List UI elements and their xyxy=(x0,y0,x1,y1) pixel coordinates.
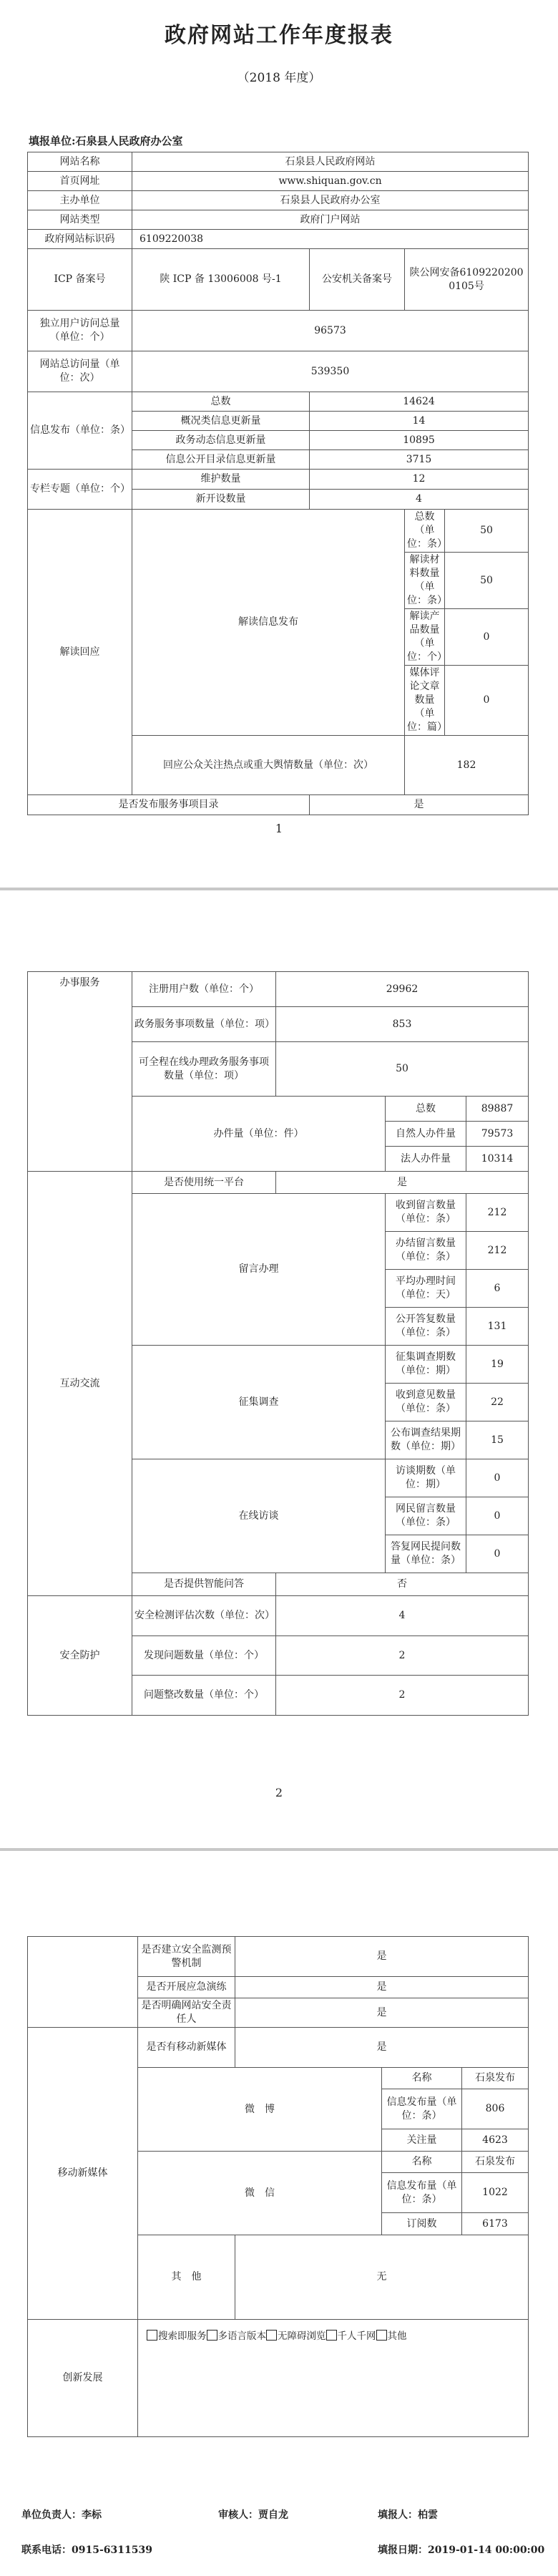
cell-value: 是 xyxy=(235,1998,529,2028)
cell-label: 总数（单位：条） xyxy=(405,510,445,553)
cell-label: 专栏专题（单位：个） xyxy=(28,470,132,510)
cell-value: 4623 xyxy=(462,2129,529,2152)
cell-label: 安全防护 xyxy=(28,1596,132,1716)
footer-reviewer: 审核人：贾自龙 xyxy=(218,2509,288,2521)
innovation-option[interactable]: 千人千网 xyxy=(326,2330,376,2342)
checkbox[interactable] xyxy=(147,2330,157,2341)
cell-label: 创新发展 xyxy=(28,2320,138,2437)
cell-value: 0 xyxy=(466,1459,529,1497)
cell-value: 0 xyxy=(445,666,529,736)
innovation-option[interactable]: 无障碍浏览 xyxy=(266,2330,326,2342)
cell-label: 首页网址 xyxy=(28,172,132,191)
cell-label: 安全检测评估次数（单位：次） xyxy=(132,1596,276,1636)
cell-value: 89887 xyxy=(466,1097,529,1122)
cell-value: 2 xyxy=(276,1636,529,1676)
cell-label: 订阅数 xyxy=(382,2213,462,2235)
cell-value: 29962 xyxy=(276,972,529,1007)
table-row xyxy=(28,1172,529,1194)
cell-label: 是否发布服务事项目录 xyxy=(28,795,310,815)
cell-label: 名称 xyxy=(382,2068,462,2089)
cell-label: ICP 备案号 xyxy=(28,249,132,311)
footer-leader: 单位负责人：李标 xyxy=(21,2509,102,2521)
cell-value: 806 xyxy=(462,2089,529,2129)
cell-label: 维护数量 xyxy=(132,470,310,490)
cell-value: 0 xyxy=(445,609,529,666)
footer-date: 填报日期：2019-01-14 00:00:00 xyxy=(378,2545,545,2556)
cell-label: 媒体评论文章数量（单位：篇） xyxy=(405,666,445,736)
cell-value: 石泉县人民政府网站 xyxy=(132,152,529,172)
cell-label: 在线访谈 xyxy=(132,1459,386,1573)
cell-value: 陕 ICP 备 13006008 号-1 xyxy=(132,249,310,311)
cell-label: 办结留言数量（单位：条） xyxy=(386,1232,466,1270)
table-row xyxy=(28,311,529,351)
cell-label: 政务服务事项数量（单位：项） xyxy=(132,1007,276,1042)
table-page-3 xyxy=(27,1936,529,2437)
cell-label: 信息发布（单位：条） xyxy=(28,392,132,470)
cell-label: 可全程在线办理政务服务事项数量（单位：项） xyxy=(132,1042,276,1097)
innovation-option[interactable]: 搜索即服务 xyxy=(147,2330,207,2342)
page-number: 1 xyxy=(275,822,283,835)
cell-label: 微 博 xyxy=(138,2068,382,2152)
cell-label: 平均办理时间（单位：天） xyxy=(386,1270,466,1308)
cell-value: 212 xyxy=(466,1232,529,1270)
cell-label: 信息公开目录信息更新量 xyxy=(132,450,310,470)
cell-label: 网站名称 xyxy=(28,152,132,172)
cell-label: 是否明确网站安全责任人 xyxy=(138,1998,235,2028)
cell-label: 办件量（单位：件） xyxy=(132,1097,386,1172)
cell-value: 853 xyxy=(276,1007,529,1042)
page-number: 2 xyxy=(275,1786,283,1799)
table-row xyxy=(28,1937,529,1977)
cell-value: 石泉发布 xyxy=(462,2068,529,2089)
table-row xyxy=(28,230,529,249)
cell-value: 1022 xyxy=(462,2173,529,2213)
cell-label: 其 他 xyxy=(138,2235,235,2320)
cell-value: 539350 xyxy=(132,351,529,392)
checkbox[interactable] xyxy=(266,2330,277,2341)
cell-label: 留言办理 xyxy=(132,1194,386,1346)
cell-label: 独立用户访问总量（单位：个） xyxy=(28,311,132,351)
cell-label: 解读产品数量（单位：个） xyxy=(405,609,445,666)
table-row xyxy=(28,470,529,490)
table-row xyxy=(28,392,529,412)
cell-label: 是否使用统一平台 xyxy=(132,1172,276,1194)
cell-label: 解读回应 xyxy=(28,510,132,795)
cell-value: 6109220038 xyxy=(132,230,529,249)
table-page-1 xyxy=(27,152,529,815)
cell-value: 10314 xyxy=(466,1147,529,1172)
cell-label: 微 信 xyxy=(138,2152,382,2235)
cell-label: 是否开展应急演练 xyxy=(138,1977,235,1998)
cell-label: 征集调查 xyxy=(132,1346,386,1459)
cell-label: 关注量 xyxy=(382,2129,462,2152)
cell-label: 信息发布量（单位：条） xyxy=(382,2089,462,2129)
table-page-2 xyxy=(27,971,529,1716)
table-row xyxy=(28,152,529,172)
cell-label: 回应公众关注热点或重大舆情数量（单位：次） xyxy=(132,736,405,795)
cell-value: 4 xyxy=(310,490,529,510)
cell-value: 6 xyxy=(466,1270,529,1308)
cell-label: 公开答复数量（单位：条） xyxy=(386,1308,466,1346)
cell-label: 互动交流 xyxy=(28,1172,132,1596)
innovation-option[interactable]: 多语言版本 xyxy=(207,2330,267,2342)
cell-value: 是 xyxy=(276,1172,529,1194)
cell-value: 12 xyxy=(310,470,529,490)
report-year: （2018 年度） xyxy=(237,71,321,85)
cell-value: 14624 xyxy=(310,392,529,412)
cell-label: 网民留言数量（单位：条） xyxy=(386,1497,466,1535)
cell-value: 50 xyxy=(276,1042,529,1097)
cell-value: 政府门户网站 xyxy=(132,210,529,230)
cell-value: 是 xyxy=(235,2028,529,2068)
cell-value: 212 xyxy=(466,1194,529,1232)
cell-label: 网站总访问量（单位：次） xyxy=(28,351,132,392)
table-row xyxy=(28,191,529,210)
checkbox[interactable] xyxy=(207,2330,217,2341)
table-row xyxy=(28,210,529,230)
cell-label: 办事服务 xyxy=(28,972,132,1172)
cell-label: 是否提供智能问答 xyxy=(132,1573,276,1596)
cell-value: 182 xyxy=(405,736,529,795)
cell-value: 2 xyxy=(276,1676,529,1716)
cell-label: 发现问题数量（单位：个） xyxy=(132,1636,276,1676)
cell-label: 移动新媒体 xyxy=(28,2028,138,2320)
innovation-option[interactable]: 其他 xyxy=(376,2330,407,2342)
cell-value: 0 xyxy=(466,1535,529,1573)
checkbox[interactable] xyxy=(376,2330,387,2341)
cell-value: 是 xyxy=(235,1937,529,1977)
cell-label: 是否有移动新媒体 xyxy=(138,2028,235,2068)
cell-label: 注册用户数（单位：个） xyxy=(132,972,276,1007)
cell-label: 是否建立安全监测预警机制 xyxy=(138,1937,235,1977)
cell-value: 131 xyxy=(466,1308,529,1346)
cell-value: 19 xyxy=(466,1346,529,1384)
cell-value: 10895 xyxy=(310,431,529,450)
cell-value: 0 xyxy=(466,1497,529,1535)
cell-label: 解读信息发布 xyxy=(132,510,405,736)
cell-value: 79573 xyxy=(466,1122,529,1147)
cell-label: 解读材料数量（单位：条） xyxy=(405,553,445,609)
cell-label: 答复网民提问数量（单位：条） xyxy=(386,1535,466,1573)
table-row xyxy=(28,351,529,392)
cell-label: 法人办件量 xyxy=(386,1147,466,1172)
cell-label: 政府网站标识码 xyxy=(28,230,132,249)
cell-label: 信息发布量（单位：条） xyxy=(382,2173,462,2213)
cell-value: 否 xyxy=(276,1573,529,1596)
page-divider xyxy=(0,1848,558,1851)
cell-label: 概况类信息更新量 xyxy=(132,412,310,431)
cell-label: 问题整改数量（单位：个） xyxy=(132,1676,276,1716)
innovation-options xyxy=(138,2320,529,2437)
checkbox[interactable] xyxy=(326,2330,337,2341)
cell-value: 22 xyxy=(466,1384,529,1421)
cell-value: 50 xyxy=(445,553,529,609)
cell-value: www.shiquan.gov.cn xyxy=(132,172,529,191)
table-row xyxy=(28,249,529,311)
cell-label: 公安机关备案号 xyxy=(310,249,405,311)
footer-filler: 填报人：柏雲 xyxy=(378,2509,438,2521)
cell-value: 15 xyxy=(466,1421,529,1459)
cell-value: 4 xyxy=(276,1596,529,1636)
cell-label: 名称 xyxy=(382,2152,462,2173)
page-divider xyxy=(0,888,558,890)
cell-label: 政务动态信息更新量 xyxy=(132,431,310,450)
cell-value: 石泉发布 xyxy=(462,2152,529,2173)
cell-value: 石泉县人民政府办公室 xyxy=(132,191,529,210)
cell-value: 是 xyxy=(235,1977,529,1998)
cell-label: 访谈期数（单位：期） xyxy=(386,1459,466,1497)
table-row xyxy=(28,510,529,553)
cell-value: 3715 xyxy=(310,450,529,470)
table-row xyxy=(28,172,529,191)
cell-label xyxy=(28,1937,138,2028)
cell-label: 主办单位 xyxy=(28,191,132,210)
cell-label: 收到留言数量（单位：条） xyxy=(386,1194,466,1232)
filler-unit: 填报单位:石泉县人民政府办公室 xyxy=(29,135,183,147)
cell-label: 公布调查结果期数（单位：期） xyxy=(386,1421,466,1459)
cell-label: 收到意见数量（单位：条） xyxy=(386,1384,466,1421)
cell-value: 无 xyxy=(235,2235,529,2320)
cell-label: 自然人办件量 xyxy=(386,1122,466,1147)
cell-value: 14 xyxy=(310,412,529,431)
footer-phone: 联系电话：0915-6311539 xyxy=(21,2545,152,2556)
table-row xyxy=(28,2028,529,2068)
cell-label: 征集调查期数（单位：期） xyxy=(386,1346,466,1384)
cell-value: 6173 xyxy=(462,2213,529,2235)
report-title: 政府网站工作年度报表 xyxy=(165,23,393,48)
cell-value: 是 xyxy=(310,795,529,815)
table-row xyxy=(28,795,529,815)
cell-label: 总数 xyxy=(386,1097,466,1122)
cell-value: 50 xyxy=(445,510,529,553)
cell-value: 陕公网安备61092202000105号 xyxy=(405,249,529,311)
table-row xyxy=(28,972,529,1007)
cell-value: 96573 xyxy=(132,311,529,351)
cell-label: 总数 xyxy=(132,392,310,412)
cell-label: 网站类型 xyxy=(28,210,132,230)
cell-label: 新开设数量 xyxy=(132,490,310,510)
table-row xyxy=(28,2320,529,2437)
table-row xyxy=(28,1596,529,1636)
